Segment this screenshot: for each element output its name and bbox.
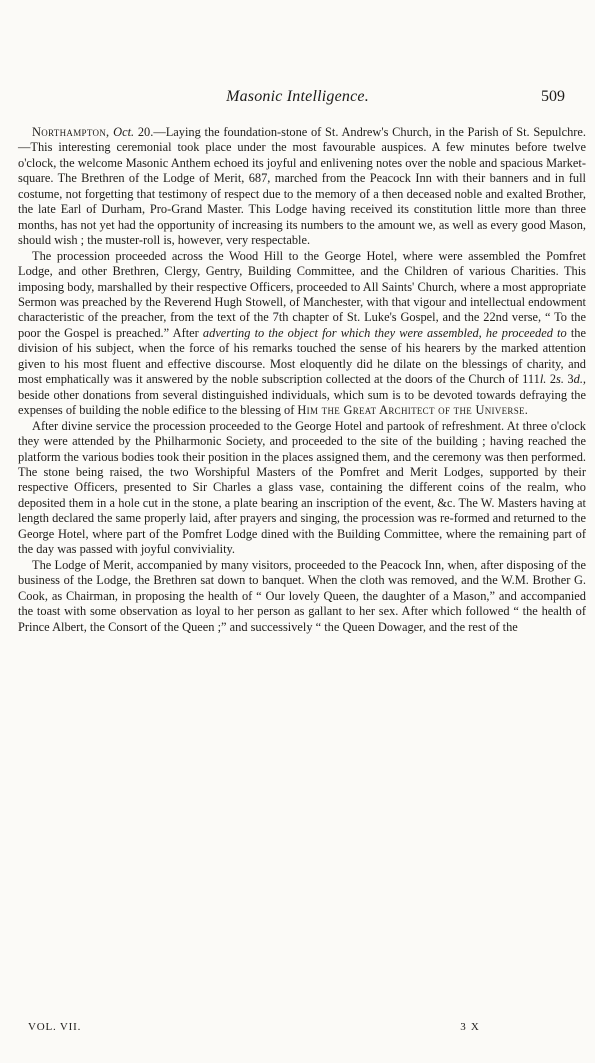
great-architect-phrase: Him the Great Architect of the Universe. — [297, 403, 529, 418]
page-number: 509 — [541, 88, 565, 105]
paragraph-1-text: 20.—Laying the foundation-stone of St. Andrew's Church, in the Parish of St. Sepulchre.—This interesting ceremonial took place under the most favourable auspices. A few minutes before twelve o'clock, the welcome Masonic Anthem echoed its joyful and enlivening notes over the noble and spacious Market-square. The Brethren of the Lodge of Merit, 687, marched from the Peacock Inn with their banners and in full costume, not forgetting that testimony of respect due to the memory of a then deceased noble and exalted Brother, the late Earl of Durham, Pro-Grand Master. This Lodge having received its constitution little more than three months, has not yet had the opportunity of increasing its numbers to the amount we, as well as every good Mason, should wish ; the muster-roll is, however, very respectable. — [18, 125, 586, 248]
money-pence-value: 3 — [563, 372, 574, 387]
shillings-sign: s. — [556, 372, 564, 387]
paragraph-4-text: The Lodge of Merit, accompanied by many visitors, proceeded to the Peacock Inn, when, after disposing of the business of the Lodge, the Brethren sat down to banquet. When the cloth was removed, and the W.M. Brother G. Cook, as Chairman, in proposing the health of “ Our lovely Queen, the daughter of a Mason,” and accompanied the toast with some observation as loyal to her person as gallant to her sex. After which followed “ the health of Prince Albert, the Consort of the Queen ;” and successively “ the Queen Dowager, and the rest of the — [18, 557, 586, 634]
date-abbrev: Oct. — [109, 125, 135, 139]
signature-mark: 3 X — [460, 1021, 480, 1033]
paragraph-1 — [18, 125, 586, 249]
paragraph-3 — [18, 419, 586, 558]
article-body — [18, 125, 586, 635]
paragraph-2-text-a: The procession proceeded across the Wood Hill to the George Hotel, where were assembled the Pomfret Lodge, and other Brethren, Clergy, Gentry, Building Committee, and the Children of various Charities. This imposing body, marshalled by their respective Officers, proceeded to All Saints' Church, where a most appropriate Sermon was preached by the Reverend Hugh Stowell, of Manchester, with that vigour and intellectual endowment characteristic of the preacher, from the text of the 7th chapter of St. Luke's Gospel, and the 22nd verse, “ To the poor the Gospel is preached.” After — [18, 248, 586, 340]
paragraph-2-text-c: beside other donations from several distinguished individuals, which sum is to be devoted towards defraying the expenses of building the noble edifice to the blessing of — [18, 387, 586, 418]
place-name: Northampton, — [32, 125, 110, 139]
paragraph-2-text-b: the division of his subject, when the force of his remarks touched the sense of his hearers by the marked attention given to his most fluent and effective discourse. Most eloquently did he dilate on the blessings of charity, and most emphatically was it answered by the noble subscription collected at the doors of the Church of 111 — [18, 325, 586, 387]
paragraph-2-italic: adverting to the object for which they were assembled, he proceeded to — [202, 325, 567, 340]
pounds-sign: l. — [539, 372, 547, 387]
paragraph-3-text: After divine service the procession proceeded to the George Hotel and partook of refreshment. At three o'clock they were attended by the Philharmonic Society, and proceeded to the site of the building ; having reached the platform the various bodies took their position in the places assigned them, and the ceremony was then performed. The stone being raised, the two Worshipful Masters of the Pomfret and Merit Lodges, supported by their respective Officers, presented to Sir Charles a glass vase, containing the different coins of the realm, who deposited them in a hole cut in the stone, a plate bearing an inscription of the event, &c. The W. Masters having at length declared the same properly laid, after prayers and singing, the procession was re-formed and returned to the George Hotel, where part of the Pomfret Lodge dined with the Building Committee, where the remaining part of the day was passed with joyful conviviality. — [18, 418, 586, 557]
pence-sign: d., — [573, 372, 587, 387]
page-header — [30, 88, 565, 110]
volume-marker: VOL. VII. — [28, 1021, 82, 1033]
paragraph-4 — [18, 558, 586, 635]
paragraph-2 — [18, 249, 586, 419]
running-title: Masonic Intelligence. — [226, 88, 369, 105]
money-shillings-value: 2 — [546, 372, 557, 387]
